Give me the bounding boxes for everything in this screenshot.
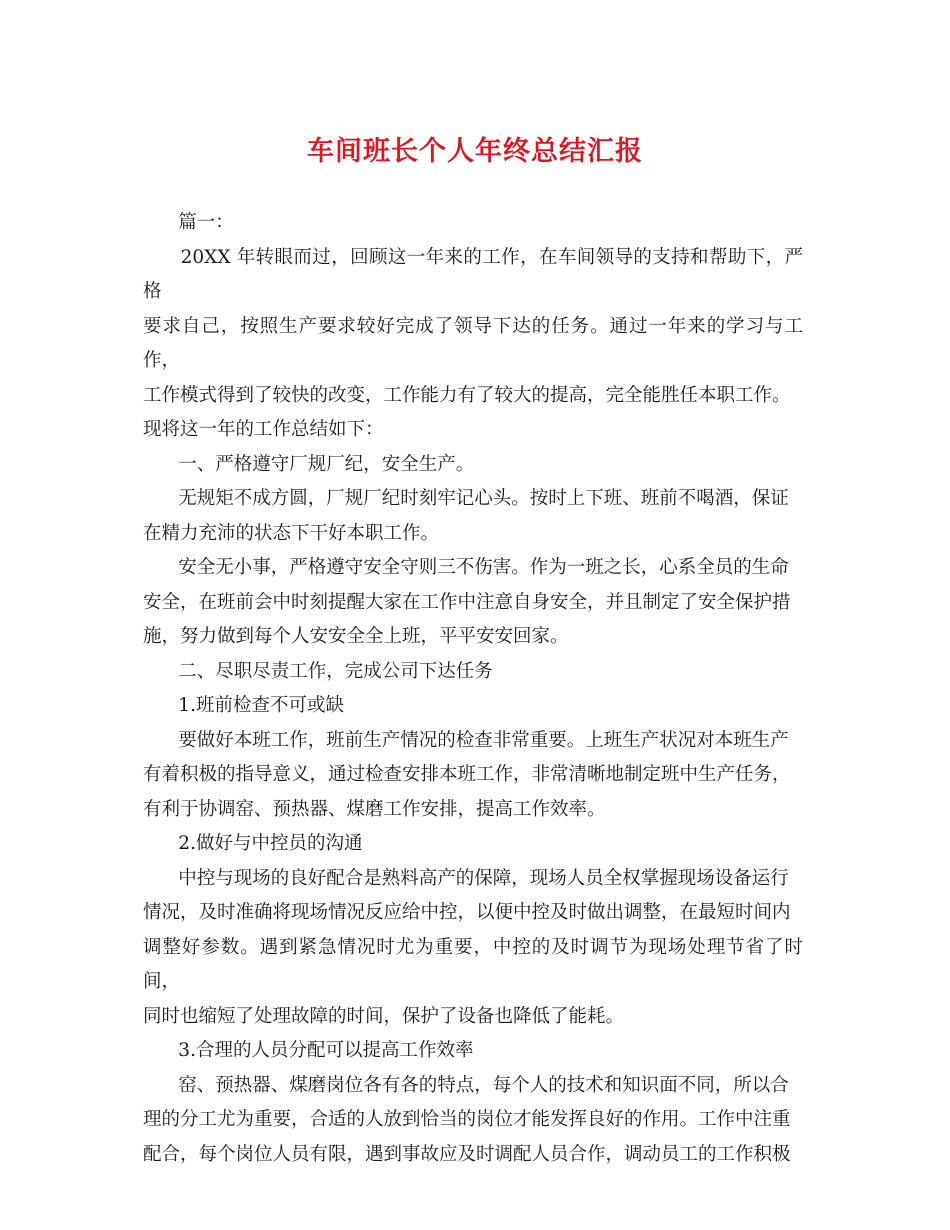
text-line: 工作模式得到了较快的改变，工作能力有了较大的提高，完全能胜任本职工作。	[143, 384, 791, 406]
text-line: 3.合理的人员分配可以提高工作效率	[143, 1040, 474, 1061]
text-line: 1.班前检查不可或缺	[143, 695, 344, 716]
text-line: 在精力充沛的状态下干好本职工作。	[143, 522, 440, 544]
text-line: 有利于协调窑、预热器、煤磨工作安排，提高工作效率。	[143, 798, 606, 820]
text-line: 理的分工尤为重要，合适的人放到恰当的岗位才能发挥良好的作用。工作中注重	[143, 1109, 791, 1130]
text-line: 无规矩不成方圆，厂规厂纪时刻牢记心头。按时上下班、班前不喝酒，保证	[143, 488, 789, 509]
text-line: 有着积极的指导意义，通过检查安排本班工作，非常清晰地制定班中生产任务，	[143, 764, 791, 785]
text-line: 二、尽职尽责工作，完成公司下达任务	[143, 660, 493, 682]
document-body	[143, 206, 803, 1172]
text-line: 同时也缩短了处理故障的时间，保护了设备也降低了能耗。	[143, 1005, 625, 1027]
text-line: 情况，及时准确将现场情况反应给中控，以便中控及时做出调整，在最短时间内	[143, 902, 791, 923]
text-line: 20XX 年转眼而过，回顾这一年来的工作，在车间领导的支持和帮助下，严格	[143, 246, 803, 302]
text-line: 窑、预热器、煤磨岗位各有各的特点，每个人的技术和知识面不同，所以合	[143, 1074, 789, 1096]
text-line: 安全无小事，严格遵守安全守则三不伤害。作为一班之长，心系全员的生命	[143, 557, 789, 578]
text-line: 现将这一年的工作总结如下：	[143, 419, 384, 440]
text-line: 要做好本班工作，班前生产情况的检查非常重要。上班生产状况对本班生产	[143, 729, 789, 751]
document-title: 车间班长个人年终总结汇报	[307, 136, 643, 167]
text-line: 配合，每个岗位人员有限，遇到事故应及时调配人员合作，调动员工的工作积极	[143, 1143, 791, 1165]
text-line: 要求自己，按照生产要求较好完成了领导下达的任务。通过一年来的学习与工作，	[143, 315, 803, 371]
text-line: 施，努力做到每个人安安全全上班，平平安安回家。	[143, 626, 569, 647]
text-line: 篇一：	[143, 212, 234, 233]
text-line: 一、严格遵守厂规厂纪，安全生产。	[143, 453, 475, 475]
text-line: 2.做好与中控员的沟通	[143, 833, 363, 854]
text-line: 安全，在班前会中时刻提醒大家在工作中注意自身安全，并且制定了安全保护措	[143, 591, 791, 613]
text-line: 调整好参数。遇到紧急情况时尤为重要，中控的及时调节为现场处理节省了时间，	[143, 936, 803, 992]
text-line: 中控与现场的良好配合是熟料高产的保障，现场人员全权掌握现场设备运行	[143, 867, 789, 889]
